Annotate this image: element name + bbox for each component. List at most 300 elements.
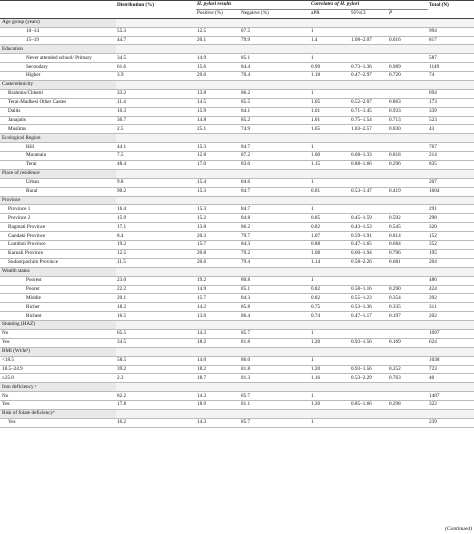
cell-p — [388, 392, 428, 401]
cell-distribution: 9.8 — [116, 178, 196, 187]
table-row — [0, 365, 474, 374]
cell-p: 0.354 — [388, 294, 428, 303]
cell-ci: 0.53–2.29 — [350, 374, 388, 383]
cell-distribution: 16.3 — [116, 107, 196, 116]
cell-negative: 84.7 — [240, 143, 310, 152]
cell-p — [388, 276, 428, 285]
cell-p: 0.197 — [388, 312, 428, 321]
section-label: Province — [0, 196, 116, 205]
table-row — [0, 187, 474, 196]
cell-positive: 12.8 — [196, 152, 240, 161]
cell-distribution: 15.9 — [116, 214, 196, 223]
cell-apr: 1 — [310, 276, 350, 285]
cell-negative: 85.7 — [240, 329, 310, 338]
cell-total: 1097 — [428, 329, 474, 338]
cell-positive: 18.2 — [196, 365, 240, 374]
cell-distribution: 58.5 — [116, 356, 196, 365]
table-row — [0, 161, 474, 170]
cell-apr: 1.01 — [310, 116, 350, 125]
table-row — [0, 294, 474, 303]
cell-ci: 0.47–1.65 — [350, 241, 388, 250]
cell-p: 0.419 — [388, 187, 428, 196]
cell-total: 1604 — [428, 187, 474, 196]
cell-apr: 1.20 — [310, 365, 350, 374]
cell-positive: 15.9 — [196, 107, 240, 116]
cell-apr: 0.82 — [310, 285, 350, 294]
cell-apr: 1 — [310, 205, 350, 214]
cell-ci: 0.85–1.66 — [350, 401, 388, 410]
cell-ci: 0.93–1.56 — [350, 338, 388, 347]
cell-positive: 13.8 — [196, 223, 240, 232]
row-label: Richer — [0, 303, 116, 312]
cell-total: 392 — [428, 294, 474, 303]
table-row — [0, 329, 474, 338]
row-label: Terai-Madhesi Other Castes — [0, 98, 116, 107]
row-label: Province 2 — [0, 214, 116, 223]
cell-distribution: 48.4 — [116, 161, 196, 170]
cell-total: 1038 — [428, 356, 474, 365]
cell-total: 523 — [428, 116, 474, 125]
table-header — [0, 1, 474, 19]
cell-positive: 14.0 — [196, 356, 240, 365]
cell-total: 1487 — [428, 392, 474, 401]
cell-distribution: 16.2 — [116, 418, 196, 427]
cell-positive: 12.5 — [196, 27, 240, 36]
table-row — [0, 98, 474, 107]
cell-apr: 1.00 — [310, 152, 350, 161]
cell-negative: 86.4 — [240, 312, 310, 321]
cell-p: 0.592 — [388, 214, 428, 223]
table-row — [0, 356, 474, 365]
cell-ci: 0.45–1.59 — [350, 214, 388, 223]
row-label: Yes — [0, 338, 116, 347]
cell-p: 0.818 — [388, 152, 428, 161]
cell-negative: 84.4 — [240, 63, 310, 72]
table-section-row — [0, 134, 474, 143]
cell-apr: 1.65 — [310, 125, 350, 134]
cell-positive: 15.2 — [196, 214, 240, 223]
cell-apr: 1 — [310, 418, 350, 427]
cell-positive: 15.7 — [196, 294, 240, 303]
table-row — [0, 232, 474, 241]
row-label: Mountain — [0, 152, 116, 161]
row-label: Bagmati Province — [0, 223, 116, 232]
cell-apr: 0.75 — [310, 303, 350, 312]
cell-distribution: 18.2 — [116, 303, 196, 312]
cell-positive: 18.7 — [196, 374, 240, 383]
row-label: Karnali Province — [0, 249, 116, 258]
table-row — [0, 205, 474, 214]
cell-total: 214 — [428, 152, 474, 161]
table-section-row — [0, 196, 474, 205]
row-label: Dalits — [0, 107, 116, 116]
cell-apr: 1.01 — [310, 107, 350, 116]
cell-p: 0.290 — [388, 285, 428, 294]
header-ci: 95%CI — [350, 9, 388, 18]
cell-p — [388, 178, 428, 187]
section-label: Place of residence — [0, 169, 116, 178]
cell-ci: 0.60–1.94 — [350, 249, 388, 258]
cell-distribution: 36.7 — [116, 116, 196, 125]
cell-distribution: 3.9 — [116, 72, 196, 81]
cell-total: 352 — [428, 241, 474, 250]
cell-apr: 1.05 — [310, 98, 350, 107]
row-label: Urban — [0, 178, 116, 187]
table-row — [0, 214, 474, 223]
cell-ci: 0.59–1.91 — [350, 232, 388, 241]
cell-positive: 14.3 — [196, 392, 240, 401]
cell-apr: 0.81 — [310, 187, 350, 196]
table-row — [0, 258, 474, 267]
cell-p: 0.545 — [388, 223, 428, 232]
cell-positive: 15.4 — [196, 178, 240, 187]
cell-p: 0.814 — [388, 232, 428, 241]
cell-distribution: 82.2 — [116, 392, 196, 401]
cell-apr: 1.18 — [310, 72, 350, 81]
cell-total: 311 — [428, 303, 474, 312]
cell-positive: 14.8 — [196, 116, 240, 125]
table-section-row — [0, 321, 474, 330]
cell-p — [388, 89, 428, 98]
cell-ci: 0.58–2.26 — [350, 258, 388, 267]
cell-p: 0.863 — [388, 98, 428, 107]
cell-negative: 85.7 — [240, 392, 310, 401]
cell-apr: 0.82 — [310, 294, 350, 303]
cell-positive: 14.9 — [196, 54, 240, 63]
cell-apr: 0.99 — [310, 63, 350, 72]
cell-apr: 1.20 — [310, 401, 350, 410]
cell-distribution: 20.1 — [116, 294, 196, 303]
cell-positive: 14.5 — [196, 98, 240, 107]
cell-negative: 84.7 — [240, 205, 310, 214]
cell-apr: 1 — [310, 178, 350, 187]
table-row — [0, 392, 474, 401]
row-label: Hill — [0, 143, 116, 152]
cell-p: 0.796 — [388, 249, 428, 258]
cell-distribution: 2.3 — [116, 374, 196, 383]
table-row — [0, 285, 474, 294]
cell-total: 43 — [428, 125, 474, 134]
table-row — [0, 63, 474, 72]
cell-distribution: 7.5 — [116, 152, 196, 161]
cell-positive: 14.3 — [196, 329, 240, 338]
table-row — [0, 54, 474, 63]
cell-total: 195 — [428, 249, 474, 258]
cell-negative: 74.9 — [240, 125, 310, 134]
row-label: Yes — [0, 418, 116, 427]
row-label: Brahmin/Chhetri — [0, 89, 116, 98]
row-label: 18.5–24.9 — [0, 365, 116, 374]
cell-apr: 0.85 — [310, 214, 350, 223]
cell-negative: 70.4 — [240, 72, 310, 81]
cell-p — [388, 418, 428, 427]
table-section-row — [0, 81, 474, 90]
row-label: Province 1 — [0, 205, 116, 214]
row-label: Lumbini Province — [0, 241, 116, 250]
cell-p: 0.989 — [388, 63, 428, 72]
cell-distribution: 11.4 — [116, 98, 196, 107]
row-label: Sudoorpachim Province — [0, 258, 116, 267]
cell-total: 40 — [428, 374, 474, 383]
section-label: Stunting (HAZ) — [0, 321, 116, 330]
cell-total: 994 — [428, 27, 474, 36]
cell-negative: 87.5 — [240, 27, 310, 36]
cell-total: 320 — [428, 223, 474, 232]
cell-apr: 1 — [310, 89, 350, 98]
cell-negative: 84.1 — [240, 107, 310, 116]
cell-distribution: 44.1 — [116, 143, 196, 152]
cell-ci: 1.08–2.07 — [350, 36, 388, 45]
cell-total: 74 — [428, 72, 474, 81]
cell-negative: 85.5 — [240, 98, 310, 107]
cell-negative: 85.2 — [240, 116, 310, 125]
cell-distribution: 19.2 — [116, 241, 196, 250]
cell-ci — [350, 276, 388, 285]
cell-p: 0.169 — [388, 338, 428, 347]
cell-negative: 80.8 — [240, 276, 310, 285]
table-row — [0, 36, 474, 45]
header-distribution: Distribution (%) — [116, 1, 196, 10]
cell-p — [388, 143, 428, 152]
cell-total: 239 — [428, 418, 474, 427]
cell-negative: 86.2 — [240, 223, 310, 232]
cell-ci: 0.52–2.07 — [350, 98, 388, 107]
table-row — [0, 107, 474, 116]
cell-apr: 1 — [310, 356, 350, 365]
cell-negative: 79.4 — [240, 258, 310, 267]
cell-p: 0.252 — [388, 365, 428, 374]
cell-distribution: 61.6 — [116, 63, 196, 72]
cell-negative: 84.8 — [240, 214, 310, 223]
cell-distribution: 16.4 — [116, 205, 196, 214]
cell-negative: 81.8 — [240, 365, 310, 374]
cell-positive: 18.9 — [196, 401, 240, 410]
header-total: Total (N) — [428, 1, 474, 10]
cell-positive: 17.0 — [196, 161, 240, 170]
header-apr: aPR — [310, 9, 350, 18]
cell-ci: 0.68–1.33 — [350, 152, 388, 161]
cell-ci: 0.71–1.45 — [350, 107, 388, 116]
cell-positive: 14.3 — [196, 418, 240, 427]
cell-apr: 1.20 — [310, 338, 350, 347]
table-section-row — [0, 409, 474, 418]
cell-apr: 0.74 — [310, 312, 350, 321]
table-row — [0, 303, 474, 312]
cell-negative: 84.6 — [240, 178, 310, 187]
cell-distribution: 90.2 — [116, 187, 196, 196]
cell-total: 723 — [428, 365, 474, 374]
table-row — [0, 72, 474, 81]
cell-negative: 84.7 — [240, 187, 310, 196]
cell-positive: 15.6 — [196, 63, 240, 72]
cell-ci: 0.55–1.23 — [350, 294, 388, 303]
cell-positive: 15.3 — [196, 143, 240, 152]
cell-apr: 0.82 — [310, 223, 350, 232]
cell-ci — [350, 54, 388, 63]
cell-total: 204 — [428, 258, 474, 267]
cell-negative: 79.2 — [240, 249, 310, 258]
cell-negative: 85.1 — [240, 54, 310, 63]
cell-distribution: 22.2 — [116, 285, 196, 294]
cell-apr: 1 — [310, 392, 350, 401]
cell-distribution: 16.5 — [116, 312, 196, 321]
cell-apr: 1 — [310, 329, 350, 338]
cell-ci: 0.53–1.36 — [350, 303, 388, 312]
cell-negative: 84.3 — [240, 241, 310, 250]
cell-negative: 86.0 — [240, 356, 310, 365]
cell-ci — [350, 329, 388, 338]
cell-apr: 1.16 — [310, 374, 350, 383]
cell-ci — [350, 89, 388, 98]
section-label: Education — [0, 45, 116, 54]
cell-p: 0.030 — [388, 125, 428, 134]
cell-negative: 85.8 — [240, 303, 310, 312]
row-label: Muslims — [0, 125, 116, 134]
cell-apr: 1.08 — [310, 249, 350, 258]
cell-positive: 29.6 — [196, 72, 240, 81]
cell-total: 767 — [428, 143, 474, 152]
row-label: Janajatis — [0, 116, 116, 125]
cell-ci — [350, 27, 388, 36]
header-negative: Negative (%) — [240, 9, 310, 18]
cell-ci: 0.53–1.47 — [350, 187, 388, 196]
table-section-row — [0, 383, 474, 392]
cell-total: 291 — [428, 205, 474, 214]
cell-apr: 1 — [310, 54, 350, 63]
cell-total: 173 — [428, 98, 474, 107]
table-section-row — [0, 347, 474, 356]
section-label: Caste/ethnicity — [0, 81, 116, 90]
section-label: Wealth status — [0, 267, 116, 276]
row-label: Rural — [0, 187, 116, 196]
cell-total: 322 — [428, 401, 474, 410]
row-label: <18.5 — [0, 356, 116, 365]
cell-ci: 0.47–1.17 — [350, 312, 388, 321]
cell-p: 0.681 — [388, 258, 428, 267]
cell-distribution: 8.4 — [116, 232, 196, 241]
cell-p: 0.763 — [388, 374, 428, 383]
cell-positive: 15.7 — [196, 241, 240, 250]
row-label: Poorer — [0, 285, 116, 294]
row-label: No — [0, 392, 116, 401]
table-row — [0, 178, 474, 187]
cell-ci — [350, 418, 388, 427]
cell-positive: 14.2 — [196, 303, 240, 312]
cell-apr: 1 — [310, 143, 350, 152]
row-label: Never attended school/ Primary — [0, 54, 116, 63]
cell-total: 298 — [428, 214, 474, 223]
row-label: Yes — [0, 401, 116, 410]
cell-p: 0.335 — [388, 303, 428, 312]
cell-negative: 83.0 — [240, 161, 310, 170]
cell-positive: 13.8 — [196, 89, 240, 98]
cell-positive: 18.2 — [196, 338, 240, 347]
continued-note: (Continued) — [444, 526, 472, 532]
table-section-row — [0, 45, 474, 54]
cell-negative: 81.1 — [240, 401, 310, 410]
table-section-row — [0, 267, 474, 276]
cell-ci — [350, 143, 388, 152]
section-label: Iron deficiency ᵃ — [0, 383, 116, 392]
table-row — [0, 276, 474, 285]
row-label: Gandaki Province — [0, 232, 116, 241]
cell-p — [388, 27, 428, 36]
cell-apr: 1.4 — [310, 36, 350, 45]
cell-p: 0.933 — [388, 107, 428, 116]
cell-total: 424 — [428, 285, 474, 294]
header-hp-results: H. pylori results — [196, 1, 310, 10]
cell-p: 0.684 — [388, 241, 428, 250]
cell-positive: 13.6 — [196, 312, 240, 321]
table-row — [0, 249, 474, 258]
cell-apr: 1.15 — [310, 161, 350, 170]
table-section-row — [0, 18, 474, 27]
cell-positive: 15.3 — [196, 205, 240, 214]
header-correlates: Correlates of H. pylori — [310, 1, 428, 10]
cell-ci — [350, 205, 388, 214]
row-label: ≥25.0 — [0, 374, 116, 383]
cell-p: 0.016 — [388, 36, 428, 45]
cell-ci: 0.73–1.36 — [350, 63, 388, 72]
cell-total: 207 — [428, 178, 474, 187]
cell-negative: 79.9 — [240, 36, 310, 45]
cell-negative: 85.7 — [240, 418, 310, 427]
cell-negative: 85.1 — [240, 285, 310, 294]
cell-total: 486 — [428, 276, 474, 285]
cell-positive: 14.9 — [196, 285, 240, 294]
cell-distribution: 34.5 — [116, 338, 196, 347]
cell-total: 624 — [428, 338, 474, 347]
row-label: Secondary — [0, 63, 116, 72]
section-label: Ecological Region — [0, 134, 116, 143]
cell-total: 694 — [428, 89, 474, 98]
cell-ci — [350, 356, 388, 365]
cell-ci: 0.43–1.53 — [350, 223, 388, 232]
cell-negative: 79.7 — [240, 232, 310, 241]
cell-distribution: 33.2 — [116, 89, 196, 98]
table-row — [0, 401, 474, 410]
table-row — [0, 143, 474, 152]
cell-distribution: 17.1 — [116, 223, 196, 232]
cell-p: 0.298 — [388, 401, 428, 410]
table-row — [0, 125, 474, 134]
cell-total: 817 — [428, 36, 474, 45]
cell-positive: 20.6 — [196, 258, 240, 267]
section-label: Age group (years) — [0, 18, 116, 27]
cell-negative: 81.3 — [240, 374, 310, 383]
row-label: No — [0, 329, 116, 338]
cell-p — [388, 356, 428, 365]
cell-positive: 20.3 — [196, 232, 240, 241]
cell-ci — [350, 392, 388, 401]
cell-positive: 20.8 — [196, 249, 240, 258]
cell-p — [388, 54, 428, 63]
table-row — [0, 152, 474, 161]
header-blank — [0, 1, 116, 10]
table-row — [0, 27, 474, 36]
header-p: P — [388, 9, 428, 18]
cell-distribution: 65.5 — [116, 329, 196, 338]
cell-apr: 1.07 — [310, 232, 350, 241]
table-row — [0, 312, 474, 321]
row-label: Middle — [0, 294, 116, 303]
cell-ci: 0.88–1.66 — [350, 161, 388, 170]
row-label: Terai — [0, 161, 116, 170]
table-row — [0, 223, 474, 232]
cell-apr: 1 — [310, 27, 350, 36]
cell-distribution: 55.3 — [116, 27, 196, 36]
cell-total: 835 — [428, 161, 474, 170]
